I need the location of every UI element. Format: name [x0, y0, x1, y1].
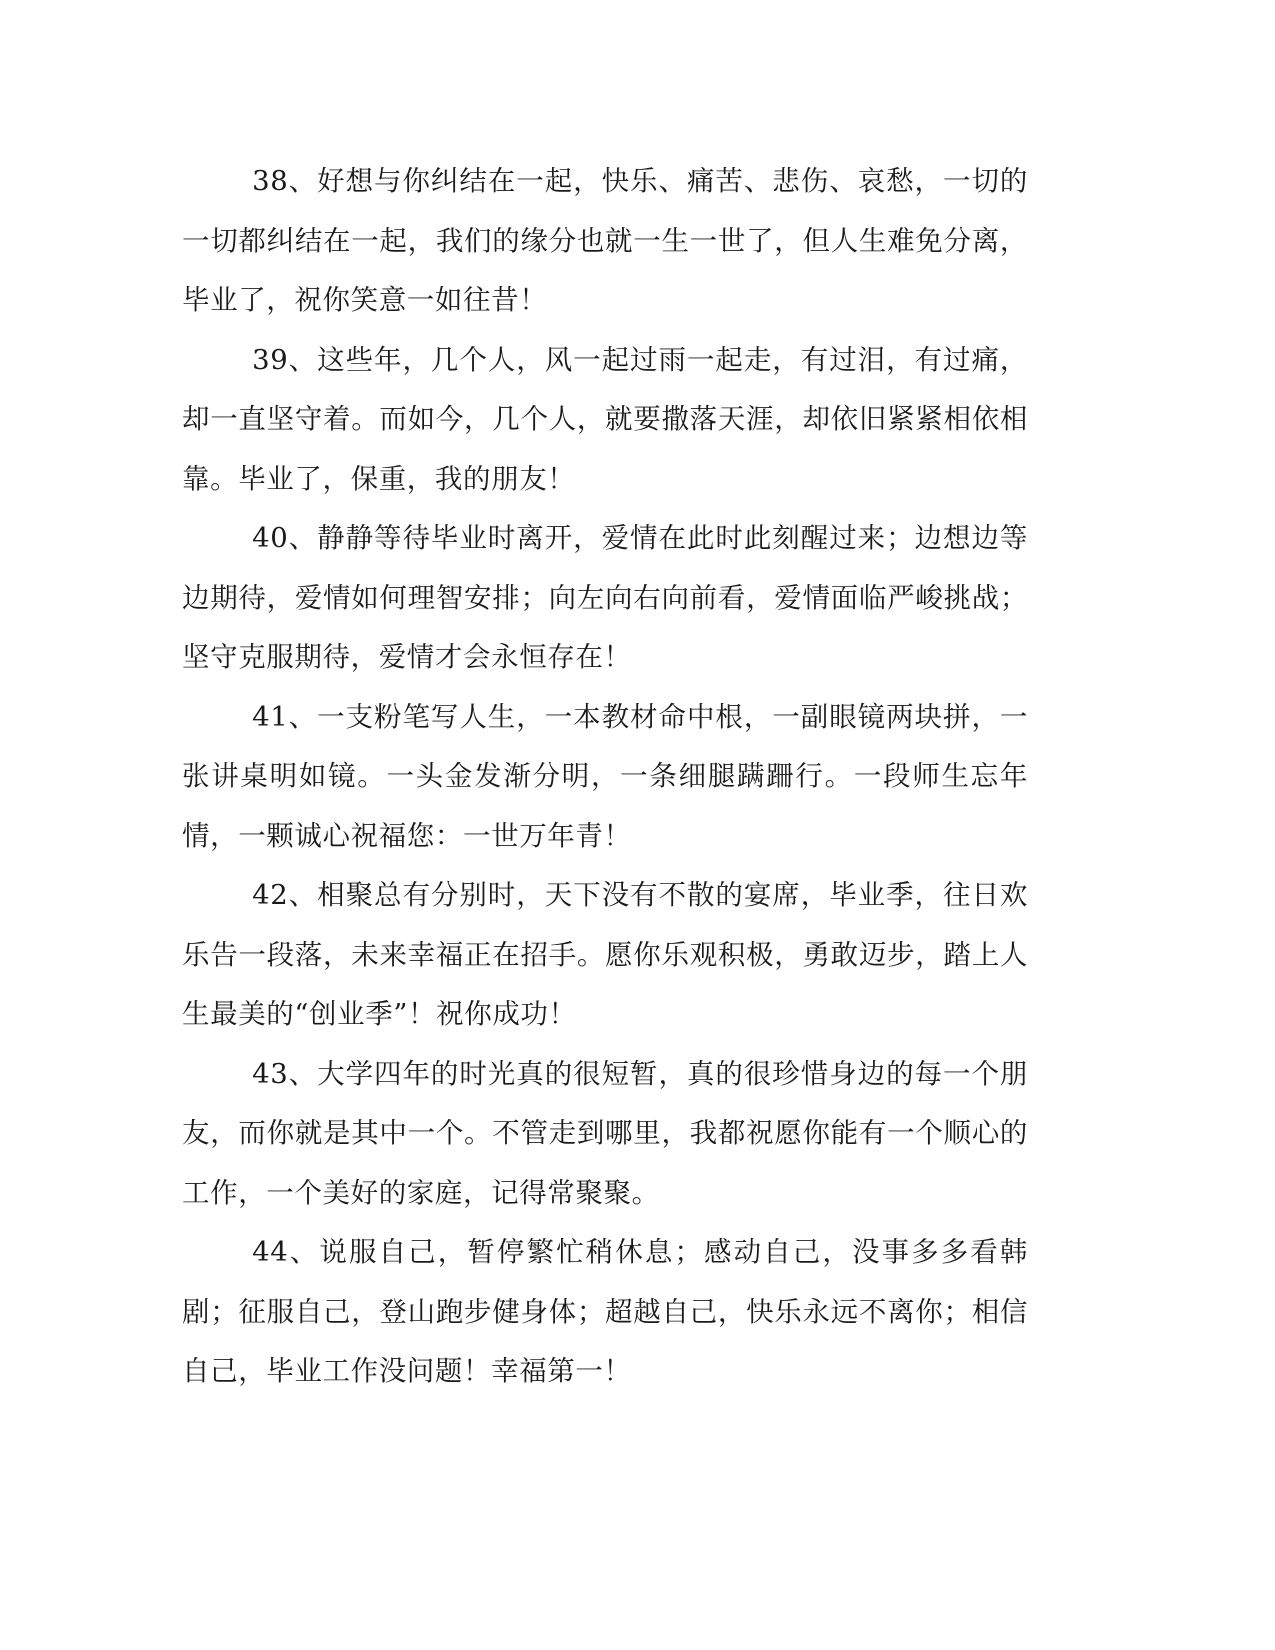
paragraph-38: 38、好想与你纠结在一起，快乐、痛苦、悲伤、哀愁，一切的一切都纠结在一起，我们的缘分也就一生一世了，但人生难免分离，毕业了，祝你笑意一如往昔！: [182, 165, 1028, 316]
paragraph-41: 41、一支粉笔写人生，一本教材命中根，一副眼镜两块拼，一张讲桌明如镜。一头金发渐分明，一条细腿蹒跚行。一段师生忘年情，一颗诚心祝福您：一世万年青！: [182, 700, 1028, 852]
paragraph-43: 43、大学四年的时光真的很短暂，真的很珍惜身边的每一个朋友，而你就是其中一个。不管走到哪里，我都祝愿你能有一个顺心的工作，一个美好的家庭，记得常聚聚。: [182, 1057, 1028, 1209]
paragraph-39: 39、这些年，几个人，风一起过雨一起走，有过泪，有过痛，却一直坚守着。而如今，几个人，就要撒落天涯，却依旧紧紧相依相靠。毕业了，保重，我的朋友！: [182, 343, 1028, 495]
document-body: [182, 152, 1028, 1402]
paragraph-42: 42、相聚总有分别时，天下没有不散的宴席，毕业季，往日欢乐告一段落，未来幸福正在招手。愿你乐观积极，勇敢迈步，踏上人生最美的“创业季”！祝你成功！: [182, 879, 1028, 1030]
paragraph-44: 44、说服自己，暂停繁忙稍休息；感动自己，没事多多看韩剧；征服自己，登山跑步健身体；超越自己，快乐永远不离你；相信自己，毕业工作没问题！幸福第一！: [182, 1236, 1028, 1387]
paragraph-40: 40、静静等待毕业时离开，爱情在此时此刻醒过来；边想边等边期待，爱情如何理智安排；向左向右向前看，爱情面临严峻挑战；坚守克服期待，爱情才会永恒存在！: [182, 522, 1028, 673]
